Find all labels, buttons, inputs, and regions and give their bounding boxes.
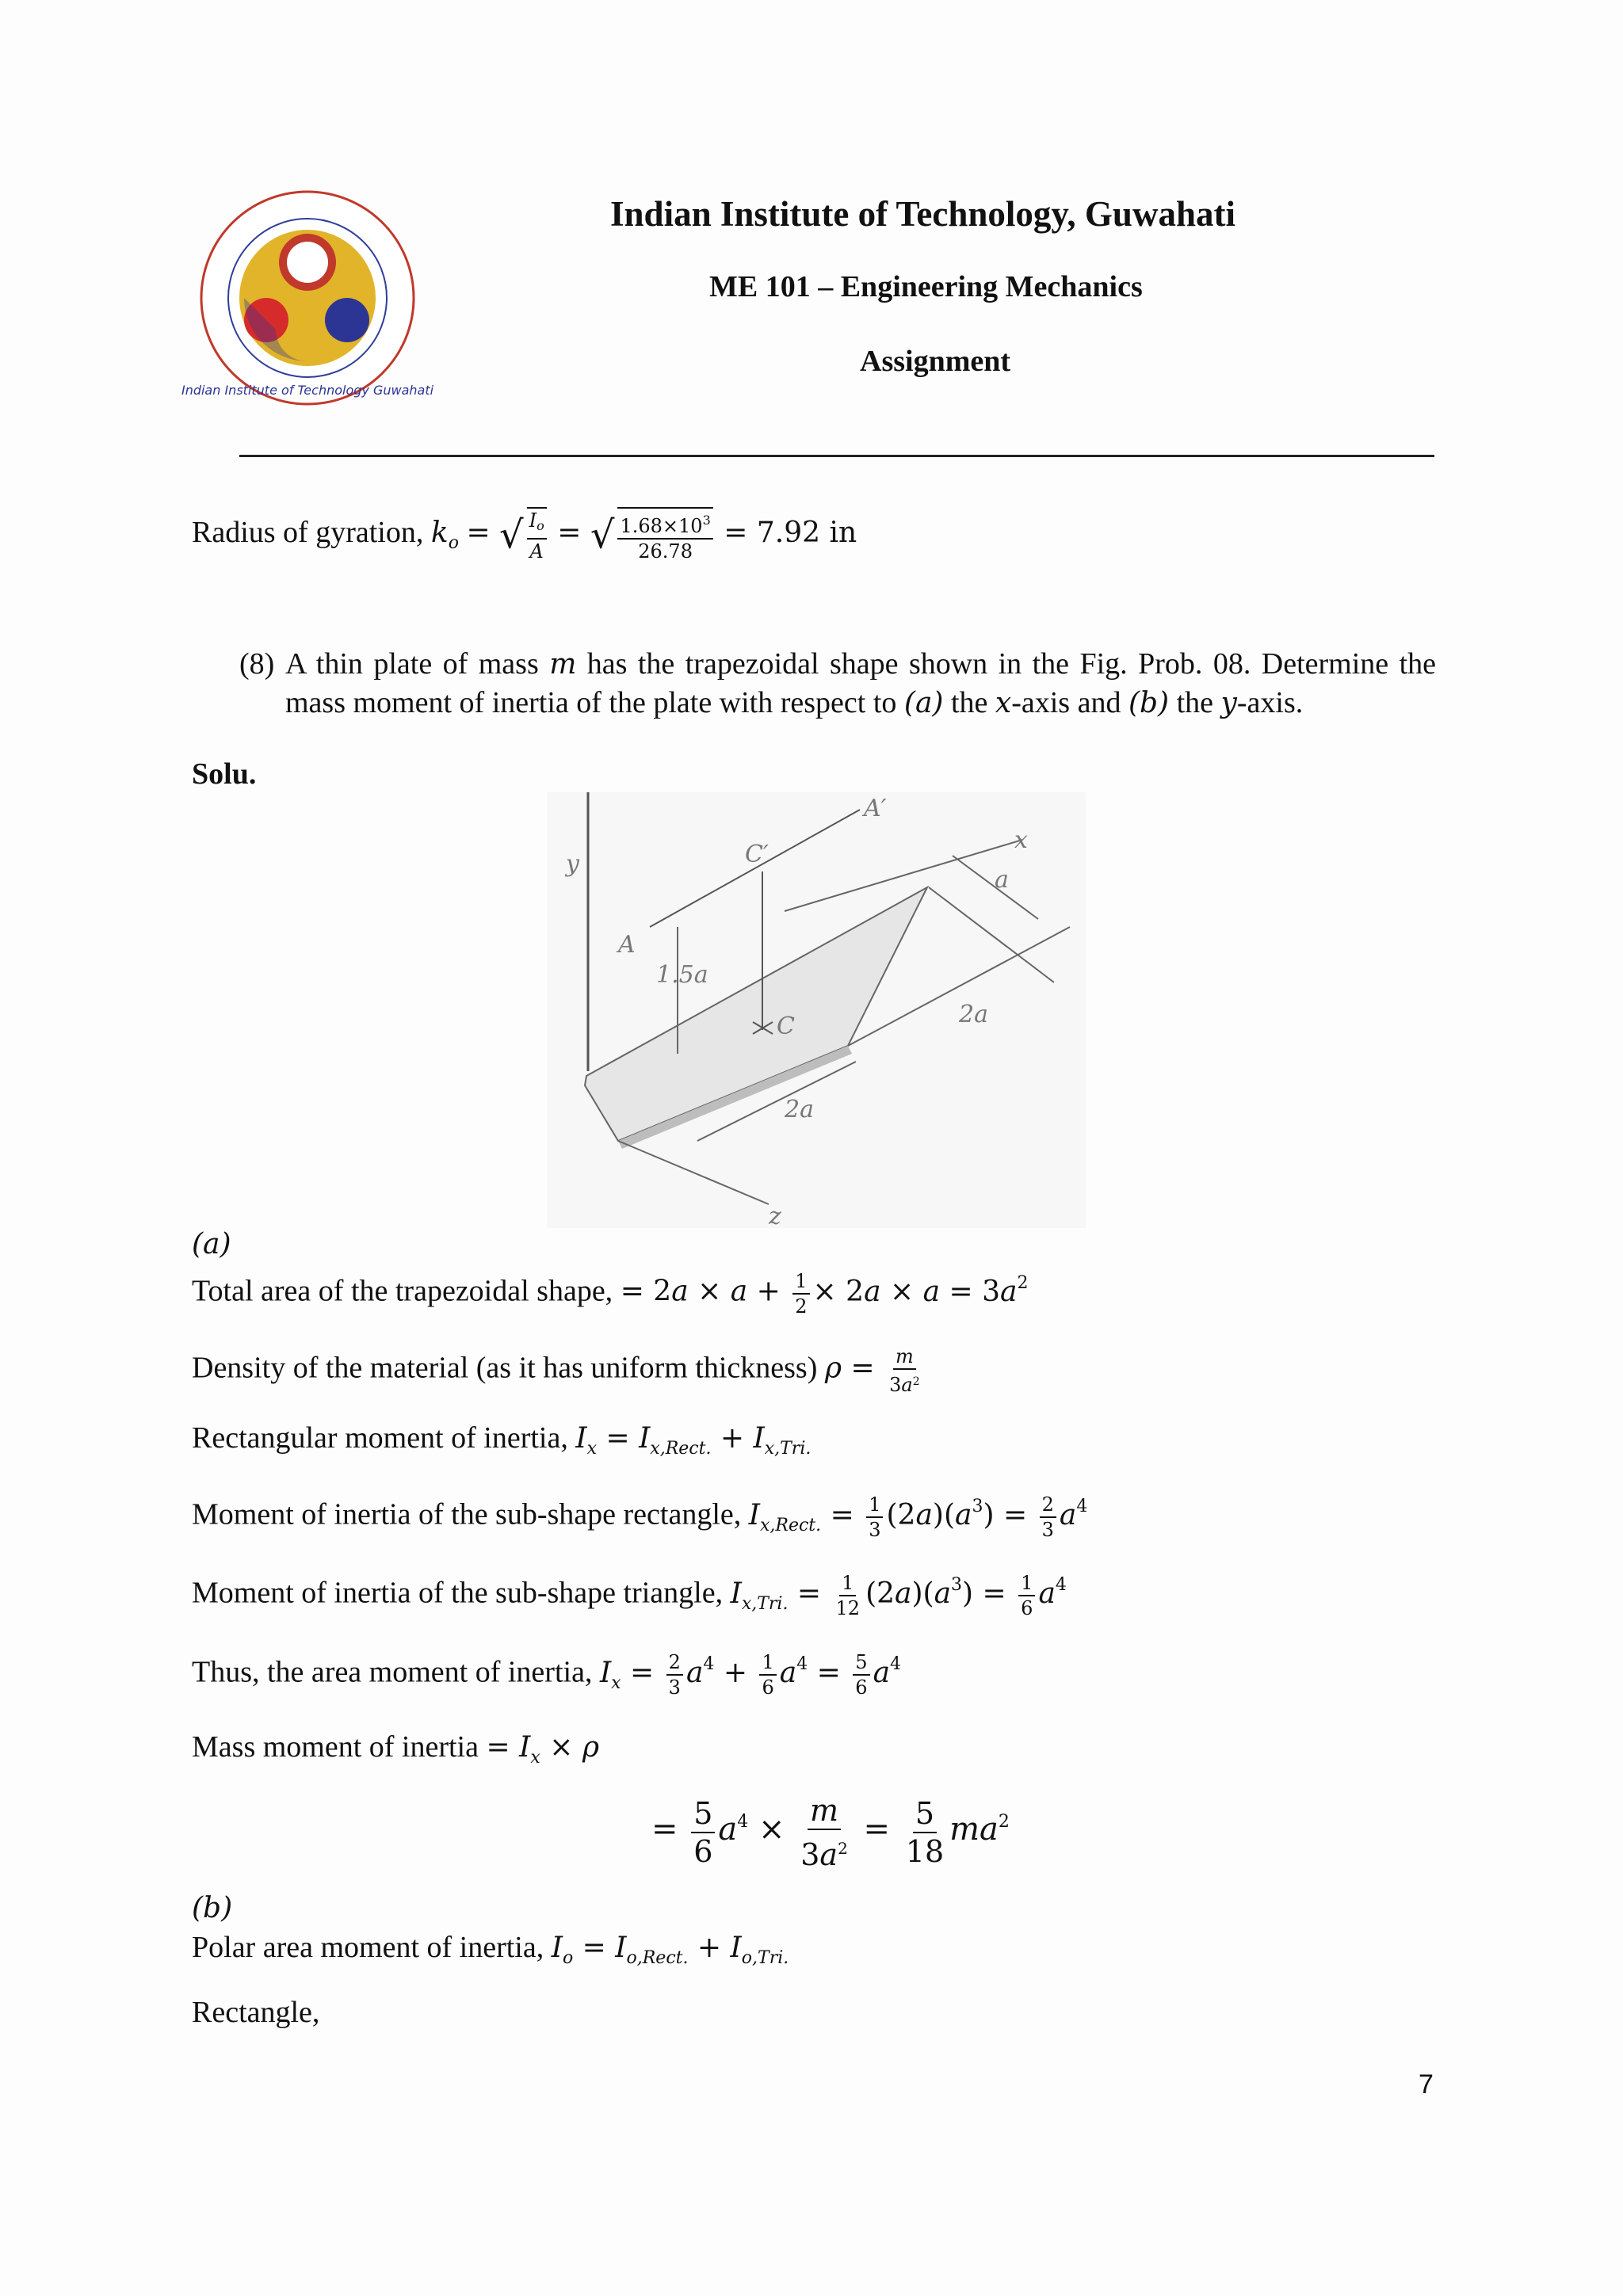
- fig-label-x: x: [1014, 826, 1028, 854]
- part-b-label: (b): [192, 1892, 233, 1924]
- radius-of-gyration-line: Radius of gyration, $k_o$ = √ $\frac{I_o}{A}$ = √ $\frac{1.68\times 10^3}{26.78}$ = 7.92 in: [192, 507, 857, 563]
- area-moi-line: Thus, the area moment of inertia, $I_x$ = $\frac{2}{3}$ $a^4$ + $\frac{1}{6}$ $a^4$ = $\frac{5}{6}$ $a^4$: [192, 1651, 902, 1699]
- document-type: Assignment: [860, 345, 1011, 378]
- fig-label-1-5a: 1.5a: [656, 961, 708, 989]
- polar-moi-line: Polar area moment of inertia, $I_o = I_{o,Rect.} + I_{o,Tri.}$: [192, 1931, 789, 1968]
- radius-result: = 7.92 in: [724, 517, 857, 550]
- fig-label-a-prime: A′: [864, 795, 887, 822]
- iitg-logo: [181, 187, 434, 409]
- radius-num-exp: 3: [702, 513, 711, 528]
- fig-label-z: z: [769, 1203, 781, 1230]
- fig-label-2a-right: 2a: [959, 1001, 988, 1028]
- logo-text: Indian Institute of Technology Guwahati: [181, 383, 434, 398]
- trapezoid-plate-figure: [547, 792, 1086, 1228]
- radius-num: 1.68×10: [620, 515, 703, 537]
- total-area-line: Total area of the trapezoidal shape, = 2a × a + $\frac{1}{2}$ × $2a \times a = 3a^2$: [192, 1270, 1029, 1318]
- course-title: ME 101 – Engineering Mechanics: [709, 270, 1143, 303]
- institute-title: Indian Institute of Technology, Guwahati: [610, 194, 1235, 234]
- fig-label-C: C: [777, 1013, 795, 1040]
- rect-moi-line: Rectangular moment of inertia, $I_x = I_{x,Rect.} + I_{x,Tri.}$: [192, 1421, 812, 1459]
- sub-rect-line: Moment of inertia of the sub-shape rectangle, $I_{x,Rect.}$ = $\frac{1}{3}$ $(2a)(a^3)$ = $\frac{2}{3}$ $a^4$: [192, 1493, 1088, 1541]
- fig-label-A: A: [618, 931, 636, 959]
- problem-number: (8): [239, 647, 275, 681]
- mass-moi-result: = $\frac{5}{6}$ $a^4$ × $\frac{m}{3a^2}$ = $\frac{5}{18}$ $ma^2$: [651, 1793, 1010, 1872]
- mass-moi-line: Mass moment of inertia = $I_x \times \rho$: [192, 1730, 599, 1768]
- fig-label-y: y: [566, 850, 579, 878]
- problem-8: (8) A thin plate of mass m has the trapezoidal shape shown in the Fig. Prob. 08. Determine the mass moment of inertia of the plate with respect to (a) the x-axis and (b) the y-axis.: [239, 645, 1436, 723]
- rectangle-label: Rectangle,: [192, 1996, 320, 2029]
- density-line: Density of the material (as it has uniform thickness) ρ = $\frac{m}{3a^2}$: [192, 1345, 920, 1396]
- part-a-label: (a): [192, 1228, 231, 1261]
- fig-label-c-prime: C′: [745, 841, 769, 868]
- fig-label-2a-bottom: 2a: [785, 1096, 814, 1123]
- page-number: 7: [1419, 2069, 1434, 2100]
- sub-tri-line: Moment of inertia of the sub-shape triangle, $I_{x,Tri.}$ = $\frac{1}{12}$ $(2a)(a^3)$ = $\frac{1}{6}$ $a^4$: [192, 1572, 1067, 1619]
- radius-den: 26.78: [638, 540, 693, 563]
- fig-label-a: a: [995, 866, 1009, 894]
- radius-label: Radius of gyration,: [192, 516, 424, 550]
- solution-label: Solu.: [192, 757, 257, 791]
- header-divider: [239, 455, 1434, 457]
